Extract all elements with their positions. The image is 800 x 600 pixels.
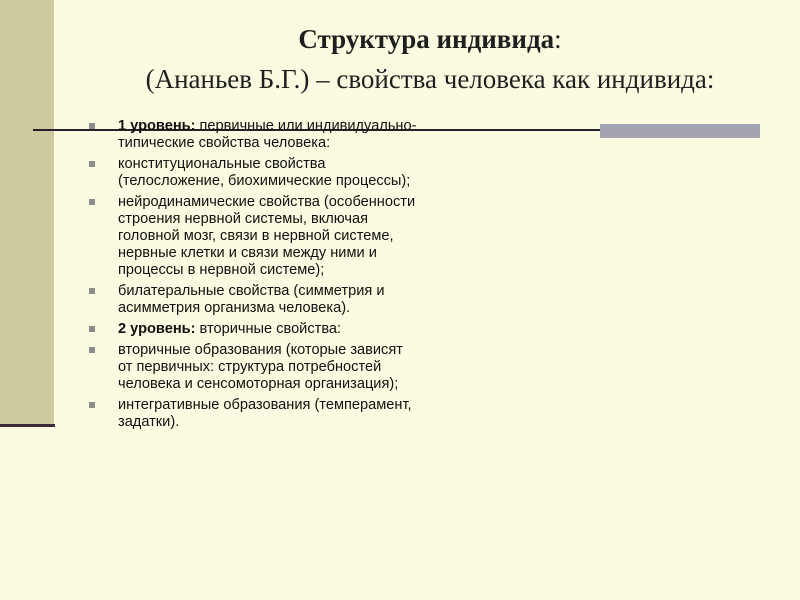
square-bullet-icon [89, 326, 95, 332]
level-label: 2 уровень: [118, 321, 196, 337]
slide-title-text: Структура индивида [298, 24, 555, 54]
header-accent-block [600, 124, 760, 138]
square-bullet-icon [89, 123, 95, 129]
list-item [88, 194, 418, 279]
item-text: первичные или индивидуально-типические свойства человека: [118, 118, 417, 151]
list-item [88, 342, 418, 393]
square-bullet-icon [89, 347, 95, 353]
item-text: интегративные образования (темперамент, задатки). [118, 397, 412, 430]
item-text: конституциональные свойства (телосложение, биохимические процессы); [118, 156, 411, 189]
square-bullet-icon [89, 199, 95, 205]
level-label: 1 уровень: [118, 118, 196, 134]
bullet-list [88, 118, 418, 435]
left-decorative-band [0, 0, 54, 425]
list-item [88, 283, 418, 317]
left-band-underline [0, 424, 55, 427]
list-item [88, 397, 418, 431]
list-item [88, 156, 418, 190]
slide-title [60, 24, 800, 55]
slide-title-colon: : [554, 24, 562, 54]
item-text: нейродинамические свойства (особенности строения нервной системы, включая головной мозг, связи в нервной системе, нервные клетки и связи между ними и процессы в нервной системе); [118, 194, 416, 278]
slide-subtitle: (Ананьев Б.Г.) – свойства человека как индивида: [145, 64, 715, 94]
list-item [88, 321, 418, 338]
square-bullet-icon [89, 161, 95, 167]
item-text: вторичные свойства: [195, 321, 342, 337]
item-text: вторичные образования (которые зависят от первичных: структура потребностей человека и сенсомоторная организация); [118, 342, 403, 392]
square-bullet-icon [89, 402, 95, 408]
list-item [88, 118, 418, 152]
square-bullet-icon [89, 288, 95, 294]
item-text: билатеральные свойства (симметрия и асимметрия организма человека). [118, 283, 385, 316]
